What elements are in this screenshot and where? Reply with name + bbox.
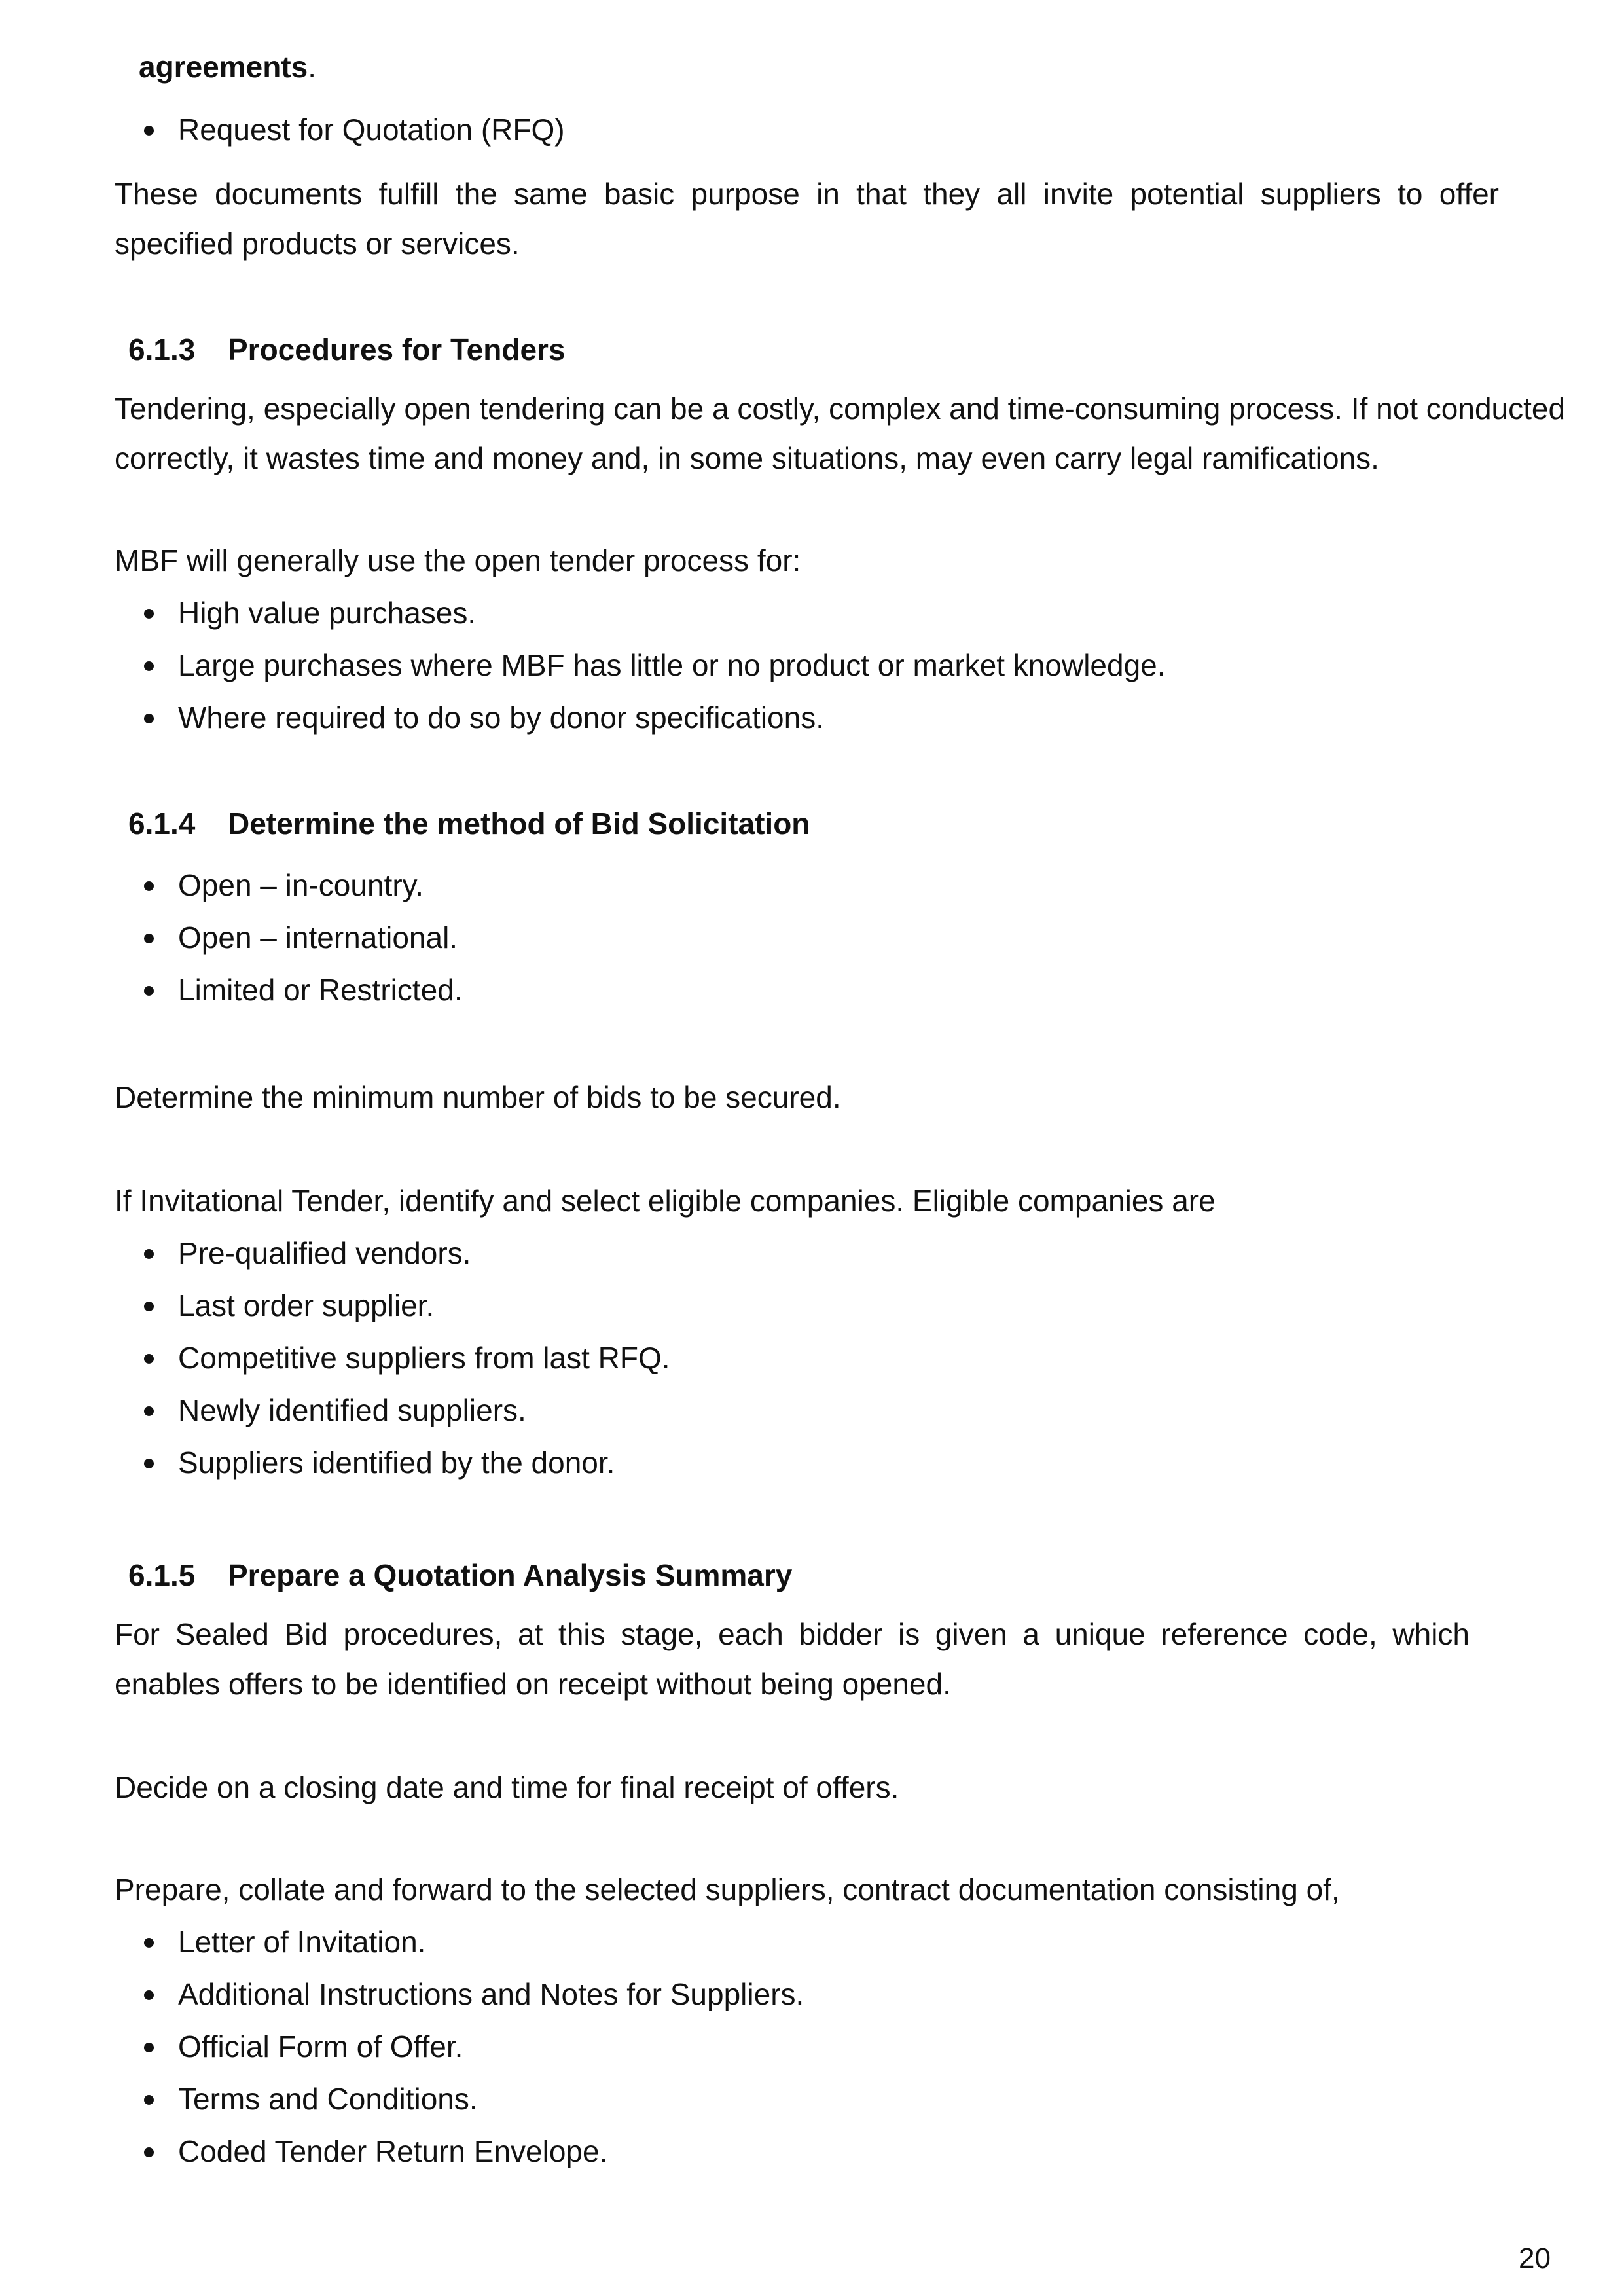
paragraph-documents: These documents fulfill the same basic purpose in that they all invite potential suppliers to offer specified products or services. xyxy=(115,177,1499,261)
list-item: Open – international. xyxy=(144,911,463,964)
open-tender-list xyxy=(144,587,1166,744)
page-number: 20 xyxy=(1519,2242,1551,2274)
section-heading-6-1-4 xyxy=(128,799,810,848)
section-number: 6.1.5 xyxy=(128,1558,196,1592)
list-item: Last order supplier. xyxy=(144,1279,670,1332)
paragraph-minimum-bids: Determine the minimum number of bids to be secured. xyxy=(115,1080,841,1114)
list-item: Official Form of Offer. xyxy=(144,2020,804,2073)
continuation-bold-text: agreements xyxy=(139,50,308,84)
list-item: Limited or Restricted. xyxy=(144,964,463,1016)
list-item: Terms and Conditions. xyxy=(144,2073,804,2125)
list-item: Competitive suppliers from last RFQ. xyxy=(144,1332,670,1384)
continuation-punctuation: . xyxy=(308,50,317,84)
section-number: 6.1.4 xyxy=(128,807,196,841)
list-item: Coded Tender Return Envelope. xyxy=(144,2125,804,2178)
bid-methods-list xyxy=(144,859,463,1016)
rfq-list xyxy=(144,103,565,156)
list-item: Request for Quotation (RFQ) xyxy=(144,103,565,156)
paragraph-open-tender-intro: MBF will generally use the open tender process for: xyxy=(115,543,801,577)
list-item: Large purchases where MBF has little or no product or market knowledge. xyxy=(144,639,1166,691)
section-heading-6-1-3 xyxy=(128,325,566,374)
list-item: Where required to do so by donor specifications. xyxy=(144,691,1166,744)
continuation-line xyxy=(139,42,1595,92)
paragraph-sealed-bid: For Sealed Bid procedures, at this stage, each bidder is given a unique reference code, which enables offers to be identified on receipt without being opened. xyxy=(115,1617,1470,1701)
section-title: Prepare a Quotation Analysis Summary xyxy=(228,1558,793,1592)
eligible-companies-list xyxy=(144,1227,670,1489)
list-item: Suppliers identified by the donor. xyxy=(144,1436,670,1489)
list-item: Additional Instructions and Notes for Suppliers. xyxy=(144,1968,804,2020)
section-title: Determine the method of Bid Solicitation xyxy=(228,807,810,841)
contract-documentation-list xyxy=(144,1916,804,2178)
paragraph-tendering: Tendering, especially open tendering can be a costly, complex and time-consuming process. If not conducted correctly, it wastes time and money and, in some situations, may even carry legal ramifications. xyxy=(115,392,1566,475)
list-item: Letter of Invitation. xyxy=(144,1916,804,1968)
paragraph-closing-date: Decide on a closing date and time for final receipt of offers. xyxy=(115,1770,899,1804)
paragraph-prepare-documentation: Prepare, collate and forward to the selected suppliers, contract documentation consisting of, xyxy=(115,1872,1340,1906)
section-title: Procedures for Tenders xyxy=(228,333,566,367)
list-item: Newly identified suppliers. xyxy=(144,1384,670,1436)
section-number: 6.1.3 xyxy=(128,333,196,367)
list-item: Pre-qualified vendors. xyxy=(144,1227,670,1279)
list-item: High value purchases. xyxy=(144,587,1166,639)
list-item: Open – in-country. xyxy=(144,859,463,911)
paragraph-invitational-tender: If Invitational Tender, identify and select eligible companies. Eligible companies are xyxy=(115,1184,1216,1218)
section-heading-6-1-5 xyxy=(128,1550,792,1600)
